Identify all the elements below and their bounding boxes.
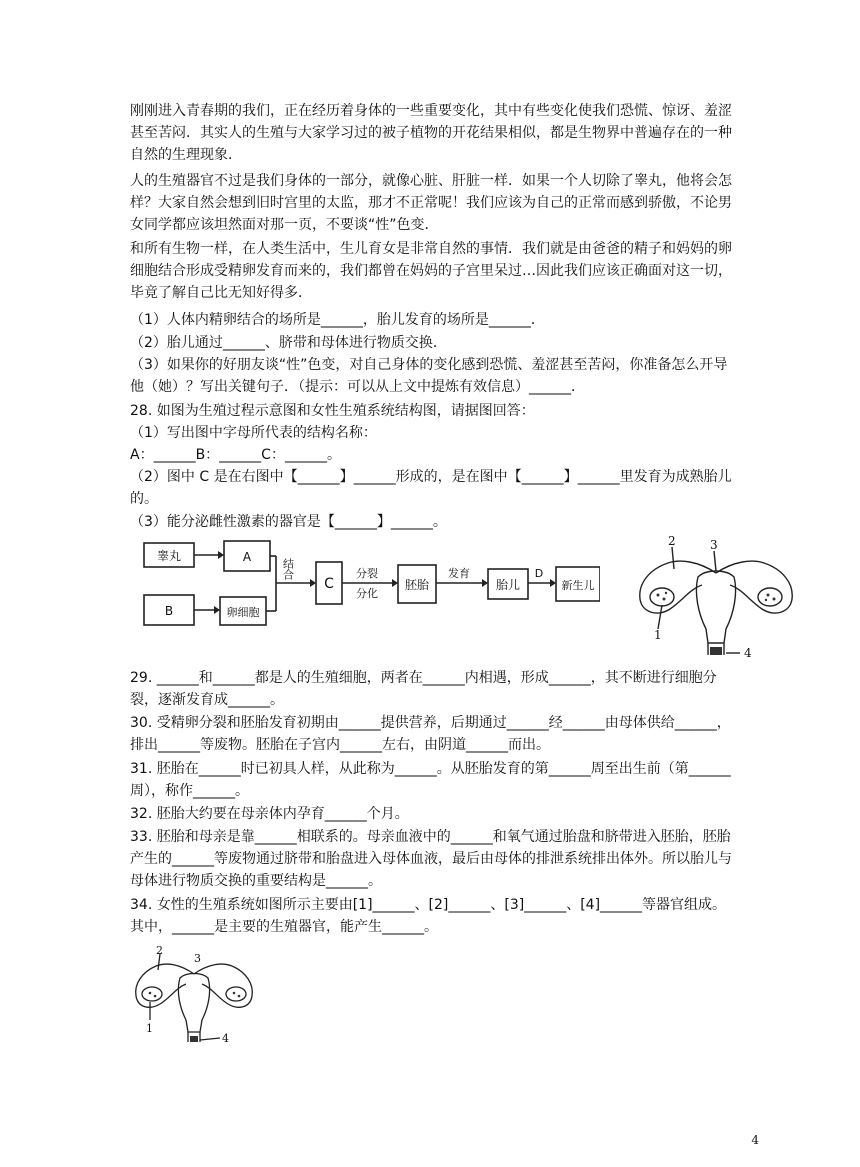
q28-part-1-blanks: A：______B：______C：______。 [130, 447, 341, 463]
q34: 34. 女性的生殖系统如图所示主要由[1]______、[2]______、[3]______、[4]______等器官组成。其中，______是主要的生殖器官，能产生______。 [130, 897, 727, 935]
flow-a: A [242, 550, 252, 564]
q28-part-3: （3）能分泌雌性激素的器官是【______】______。 [130, 514, 447, 530]
flow-differentiate: 分化 [356, 587, 378, 600]
q29: 29. ______和______都是人的生殖细胞，两者在______内相遇，形成______，其不断进行细胞分裂，逐渐发育成______。 [130, 670, 717, 708]
flow-newborn: 新生儿 [561, 579, 595, 592]
q27-part-2: （2）胎儿通过______、脐带和母体进行物质交换． [130, 335, 447, 351]
flow-develop: 发育 [448, 567, 470, 580]
small-uterus-label-3: 3 [194, 952, 201, 965]
q28-part-1: （1）写出图中字母所代表的结构名称： [130, 425, 377, 441]
q30: 30. 受精卵分裂和胚胎发育初期由______提供营养，后期通过______经______由母体供给______，排出______等废物。胚胎在子宫内______左右，由阴道______而出。 [130, 715, 731, 753]
small-uterus-label-4: 4 [222, 1032, 229, 1045]
flow-egg: 卵细胞 [226, 606, 260, 619]
small-uterus-label-2: 2 [156, 944, 163, 957]
uterus-label-4: 4 [744, 646, 752, 660]
passage-paragraph-1: 刚刚进入青春期的我们，正在经历着身体的一些重要变化，其中有些变化使我们恐慌、惊讶、羞涩甚至苦闷．其实人的生殖与大家学习过的被子植物的开花结果相似，都是生物界中普遍存在的一种自然的生理现象． [130, 103, 732, 163]
passage-paragraph-3: 和所有生物一样，在人类生活中，生儿育女是非常自然的事情．我们就是由爸爸的精子和妈妈的卵细胞结合形成受精卵发育而来的，我们都曾在妈妈的子宫里呆过…因此我们应该正确面对这一切，毕竟了解自己比无知好得多． [130, 241, 732, 301]
flow-b: B [164, 604, 174, 618]
uterus-label-3: 3 [710, 538, 718, 552]
q28-stem: 28. 如图为生殖过程示意图和女性生殖系统结构图，请据图回答： [130, 403, 535, 419]
flow-d: D [534, 567, 544, 580]
reproduction-flow-diagram [130, 533, 600, 633]
q33: 33. 胚胎和母亲是靠______相联系的。母亲血液中的______和氧气通过胎盘和脐带进入胚胎，胚胎产生的______等废物通过脐带和胎盘进入母体血液，最后由母体的排泄系统排出体外。所以胎儿与母体进行物质交换的重要结构是______。 [130, 829, 732, 889]
female-reproductive-system-diagram-small [128, 944, 260, 1050]
q27-part-1: （1）人体内精卵结合的场所是______，胎儿发育的场所是______． [130, 312, 545, 328]
female-reproductive-system-diagram [628, 533, 804, 663]
page-number: 4 [751, 1133, 759, 1147]
flow-embryo: 胚胎 [404, 578, 430, 592]
flow-fetus: 胎儿 [495, 578, 521, 592]
small-uterus-label-1: 1 [146, 1022, 153, 1035]
flow-c: C [324, 576, 334, 592]
q27-part-3: （3）如果你的好朋友谈“性”色变，对自己身体的变化感到恐慌、羞涩甚至苦闷，你准备怎么开导他（她）？写出关键句子．（提示：可以从上文中提炼有效信息）______． [130, 357, 728, 395]
flow-combine: 结合 [281, 558, 295, 580]
q31: 31. 胚胎在______时已初具人样，从此称为______。从胚胎发育的第______周至出生前（第______周），称作______。 [130, 761, 731, 799]
flow-testis: 睾丸 [156, 549, 182, 563]
q28-part-2: （2）图中 C 是在右图中【______】______形成的，是在图中【______】______里发育为成熟胎儿的。 [130, 469, 732, 507]
passage-paragraph-2: 人的生殖器官不过是我们身体的一部分，就像心脏、肝脏一样．如果一个人切除了睾丸，他将会怎样？大家自然会想到旧时宫里的太监，那才不正常呢！我们应该为自己的正常而感到骄傲，不论男女同学都应该坦然面对那一页，不要谈“性”色变． [130, 173, 732, 233]
uterus-label-1: 1 [654, 628, 662, 642]
uterus-label-2: 2 [668, 534, 676, 548]
q32: 32. 胚胎大约要在母亲体内孕育______个月。 [130, 806, 409, 822]
flow-divide: 分裂 [356, 567, 378, 580]
